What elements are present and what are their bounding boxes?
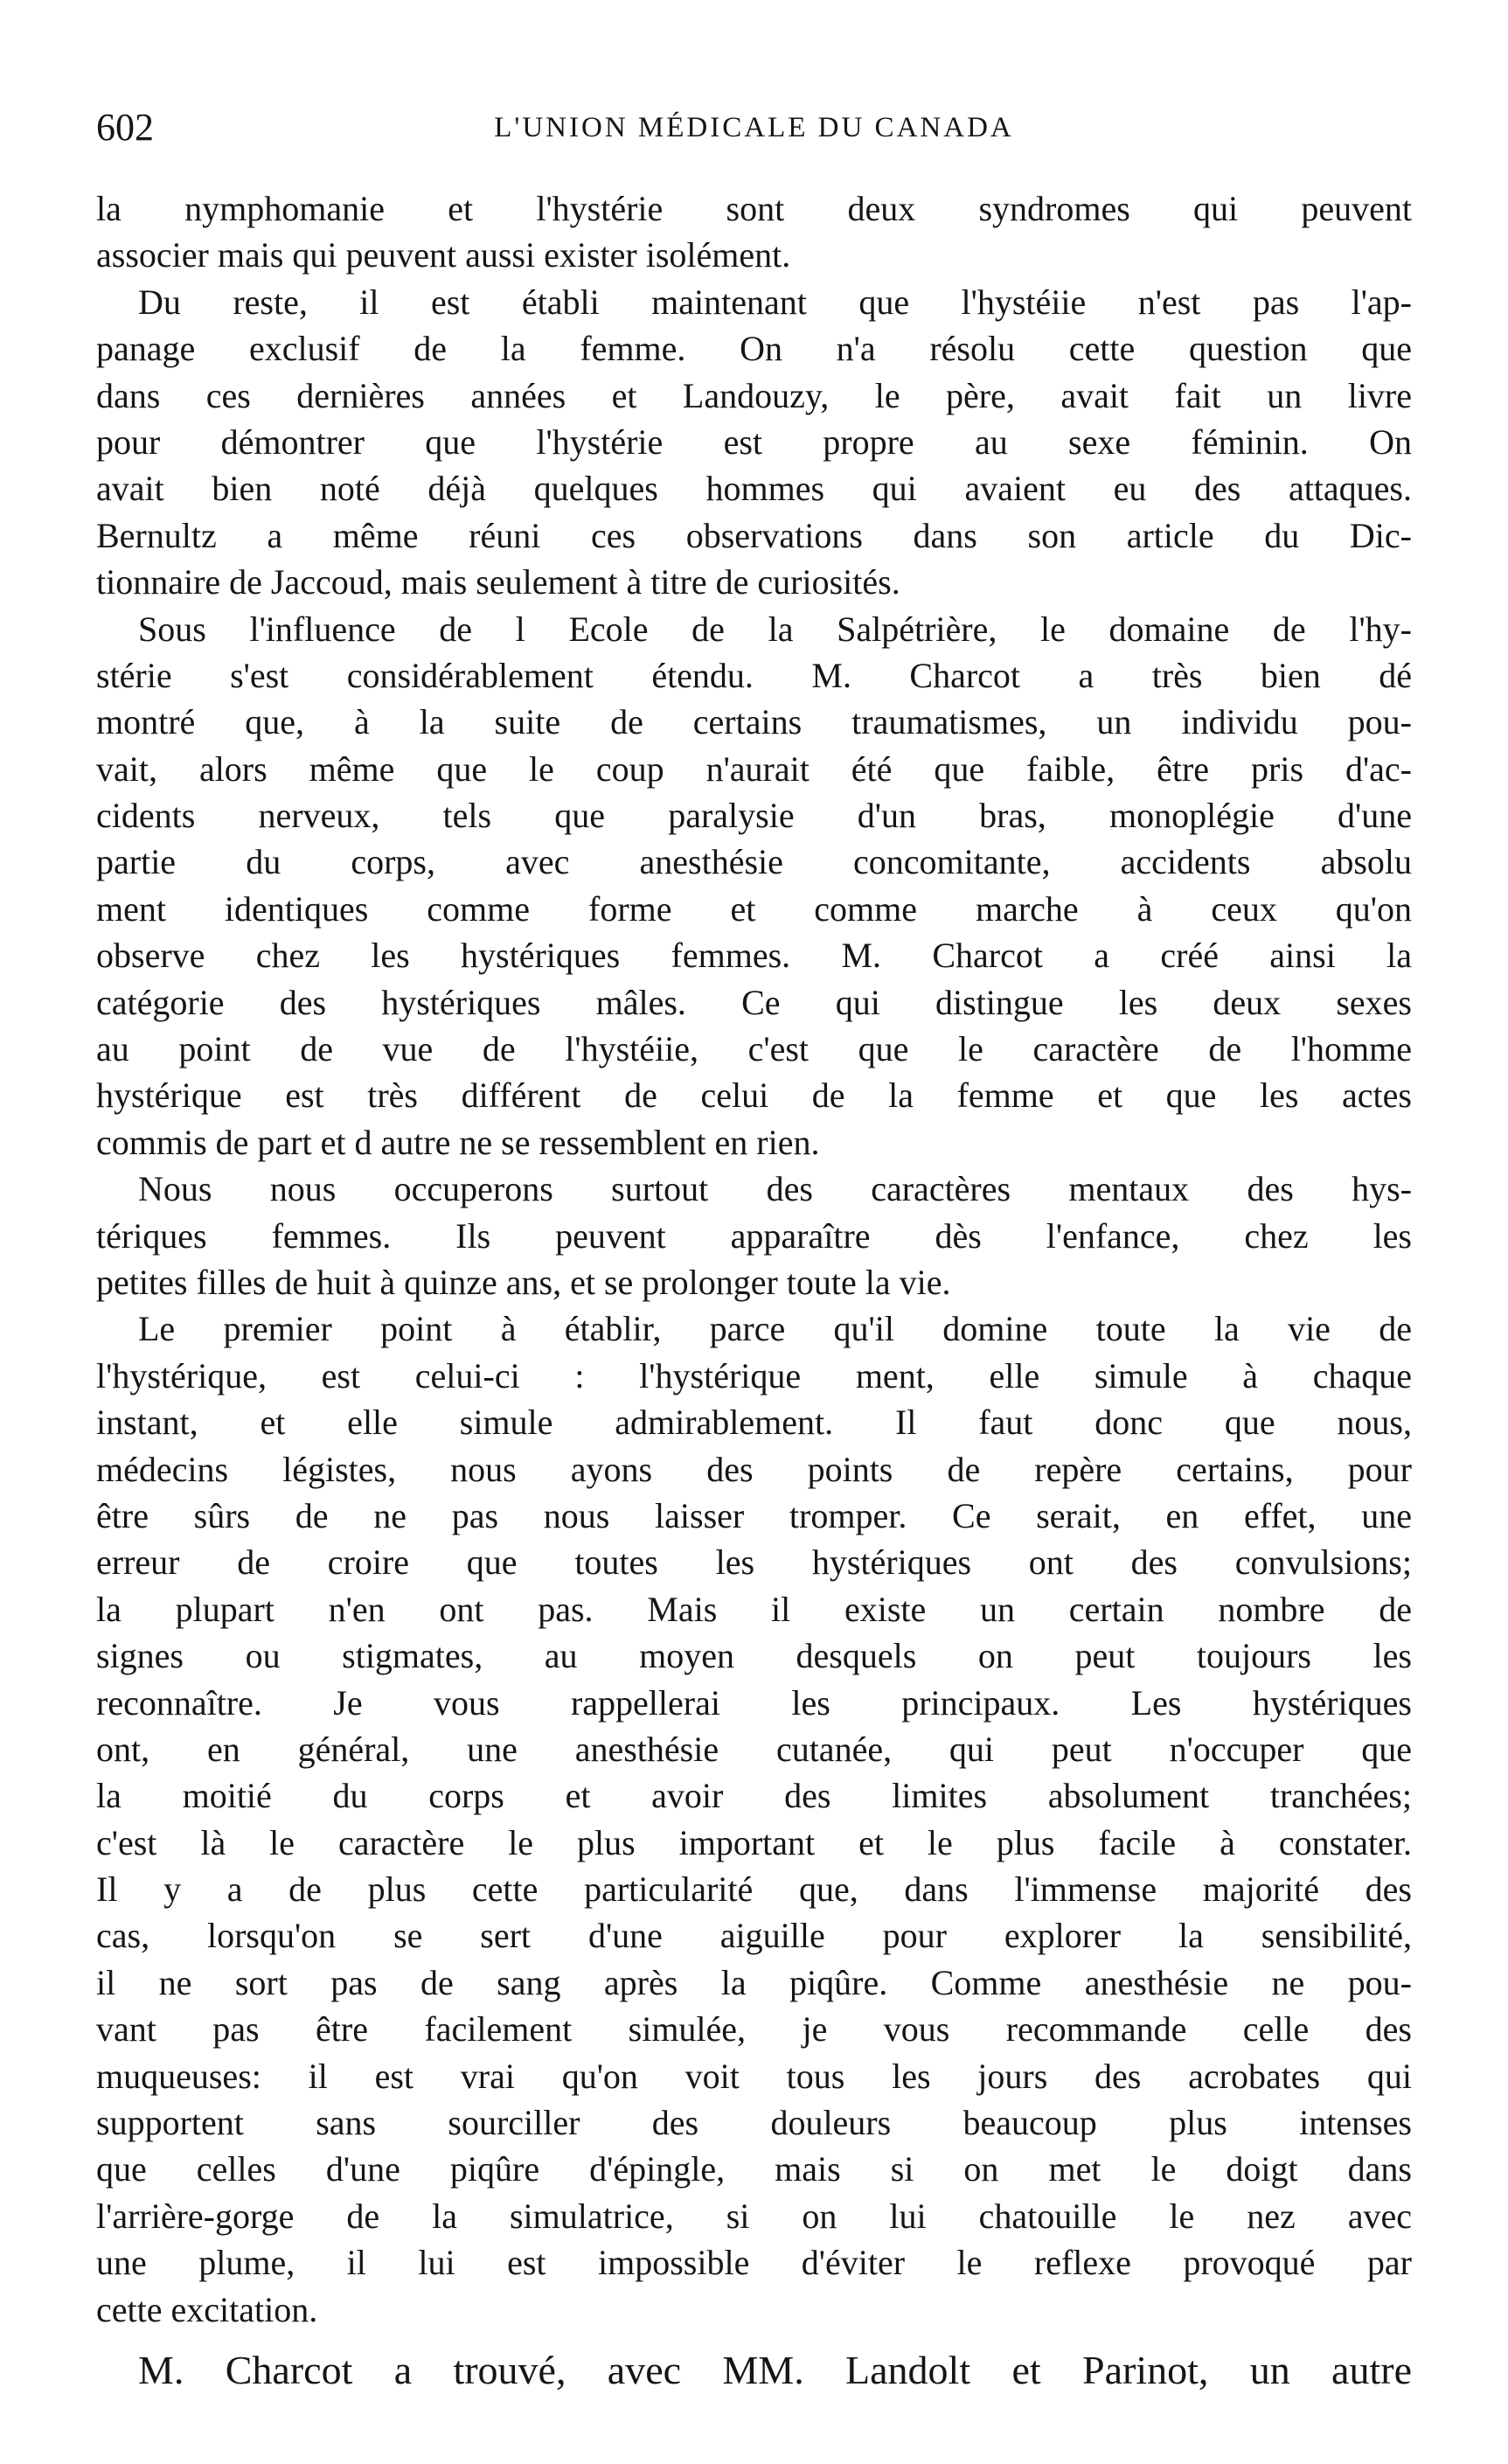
- text-line: cette excitation.: [96, 2289, 318, 2329]
- text-line: muqueuses: il est vrai qu'on voit tous les jours des acrobates qui: [96, 2056, 1412, 2096]
- text-line: panage exclusif de la femme. On n'a résolu cette question que: [96, 329, 1412, 369]
- paragraph-start-line: Nous nous occuperons surtout des caractères mentaux des hys-: [138, 1169, 1412, 1209]
- text-line: être sûrs de ne pas nous laisser tromper. Ce serait, en effet, une: [96, 1495, 1412, 1535]
- text-line: hystérique est très différent de celui de la femme et que les actes: [96, 1075, 1412, 1116]
- text-line: supportent sans sourciller des douleurs beaucoup plus intenses: [96, 2103, 1412, 2143]
- text-line: la nymphomanie et l'hystérie sont deux syndromes qui peuvent: [96, 189, 1412, 228]
- text-line: reconnaître. Je vous rappellerai les principaux. Les hystériques: [96, 1682, 1412, 1723]
- text-line: l'hystérique, est celui-ci : l'hystérique ment, elle simule à chaque: [96, 1355, 1412, 1396]
- text-line: que celles d'une piqûre d'épingle, mais si on met le doigt dans: [96, 2149, 1412, 2189]
- text-line: vait, alors même que le coup n'aurait été que faible, être pris d'ac-: [96, 748, 1412, 789]
- text-line: au point de vue de l'hystéiie, c'est que le caractère de l'homme: [96, 1029, 1412, 1069]
- text-line: Bernultz a même réuni ces observations dans son article du Dic-: [96, 515, 1412, 555]
- paragraph-start-line: Le premier point à établir, parce qu'il domine toute la vie de: [138, 1309, 1412, 1349]
- text-line: signes ou stigmates, au moyen desquels on peut toujours les: [96, 1636, 1412, 1676]
- paragraph-start-line: M. Charcot a trouvé, avec MM. Landolt et Parinot, un autre: [138, 2347, 1412, 2392]
- text-line: ont, en général, une anesthésie cutanée, qui peut n'occuper que: [96, 1729, 1412, 1769]
- paragraph-start-line: Du reste, il est établi maintenant que l'hystéiie n'est pas l'ap-: [138, 282, 1412, 322]
- text-line: médecins légistes, nous ayons des points de repère certains, pour: [96, 1449, 1412, 1489]
- page-number: 602: [96, 106, 154, 149]
- text-line: tionnaire de Jaccoud, mais seulement à titre de curiosités.: [96, 562, 900, 602]
- text-line: cas, lorsqu'on se sert d'une aiguille pour explorer la sensibilité,: [96, 1916, 1412, 1956]
- text-line: instant, et elle simule admirablement. Il faut donc que nous,: [96, 1403, 1412, 1443]
- text-line: la plupart n'en ont pas. Mais il existe un certain nombre de: [96, 1589, 1412, 1629]
- journal-title: L'UNION MÉDICALE DU CANADA: [494, 112, 1014, 143]
- text-line: cidents nerveux, tels que paralysie d'un bras, monoplégie d'une: [96, 796, 1412, 836]
- text-line: dans ces dernières années et Landouzy, le père, avait fait un livre: [96, 375, 1412, 415]
- text-line: erreur de croire que toutes les hystériques ont des convulsions;: [96, 1542, 1412, 1583]
- text-line: Il y a de plus cette particularité que, dans l'immense majorité des: [96, 1869, 1412, 1910]
- text-line: une plume, il lui est impossible d'éviter le reflexe provoqué par: [96, 2243, 1412, 2283]
- text-line: avait bien noté déjà quelques hommes qui avaient eu des attaques.: [96, 469, 1412, 509]
- text-line: ment identiques comme forme et comme marche à ceux qu'on: [96, 888, 1412, 929]
- text-line: la moitié du corps et avoir des limites absolument tranchées;: [96, 1776, 1412, 1816]
- text-line: il ne sort pas de sang après la piqûre. Comme anesthésie ne pou-: [96, 1962, 1412, 2002]
- paragraph-start-line: Sous l'influence de l Ecole de la Salpétrière, le domaine de l'hy-: [138, 609, 1412, 649]
- text-line: associer mais qui peuvent aussi exister isolément.: [96, 235, 791, 275]
- text-line: catégorie des hystériques mâles. Ce qui distingue les deux sexes: [96, 982, 1412, 1022]
- running-head: [96, 103, 1412, 156]
- text-line: tériques femmes. Ils peuvent apparaître dès l'enfance, chez les: [96, 1215, 1412, 1256]
- text-line: l'arrière-gorge de la simulatrice, si on lui chatouille le nez avec: [96, 2196, 1412, 2236]
- text-line: partie du corps, avec anesthésie concomitante, accidents absolu: [96, 842, 1412, 882]
- text-line: vant pas être facilement simulée, je vous recommande celle des: [96, 2009, 1412, 2050]
- text-line: stérie s'est considérablement étendu. M. Charcot a très bien dé: [96, 655, 1412, 695]
- text-line: pour démontrer que l'hystérie est propre au sexe féminin. On: [96, 421, 1412, 462]
- text-line: petites filles de huit à quinze ans, et se prolonger toute la vie.: [96, 1262, 951, 1302]
- text-line: observe chez les hystériques femmes. M. Charcot a créé ainsi la: [96, 936, 1412, 976]
- body-text: [96, 185, 1412, 2399]
- text-line: c'est là le caractère le plus important et le plus facile à constater.: [96, 1822, 1412, 1862]
- text-line: montré que, à la suite de certains traumatismes, un individu pou-: [96, 702, 1412, 742]
- text-line: commis de part et d autre ne se ressemblent en rien.: [96, 1122, 820, 1162]
